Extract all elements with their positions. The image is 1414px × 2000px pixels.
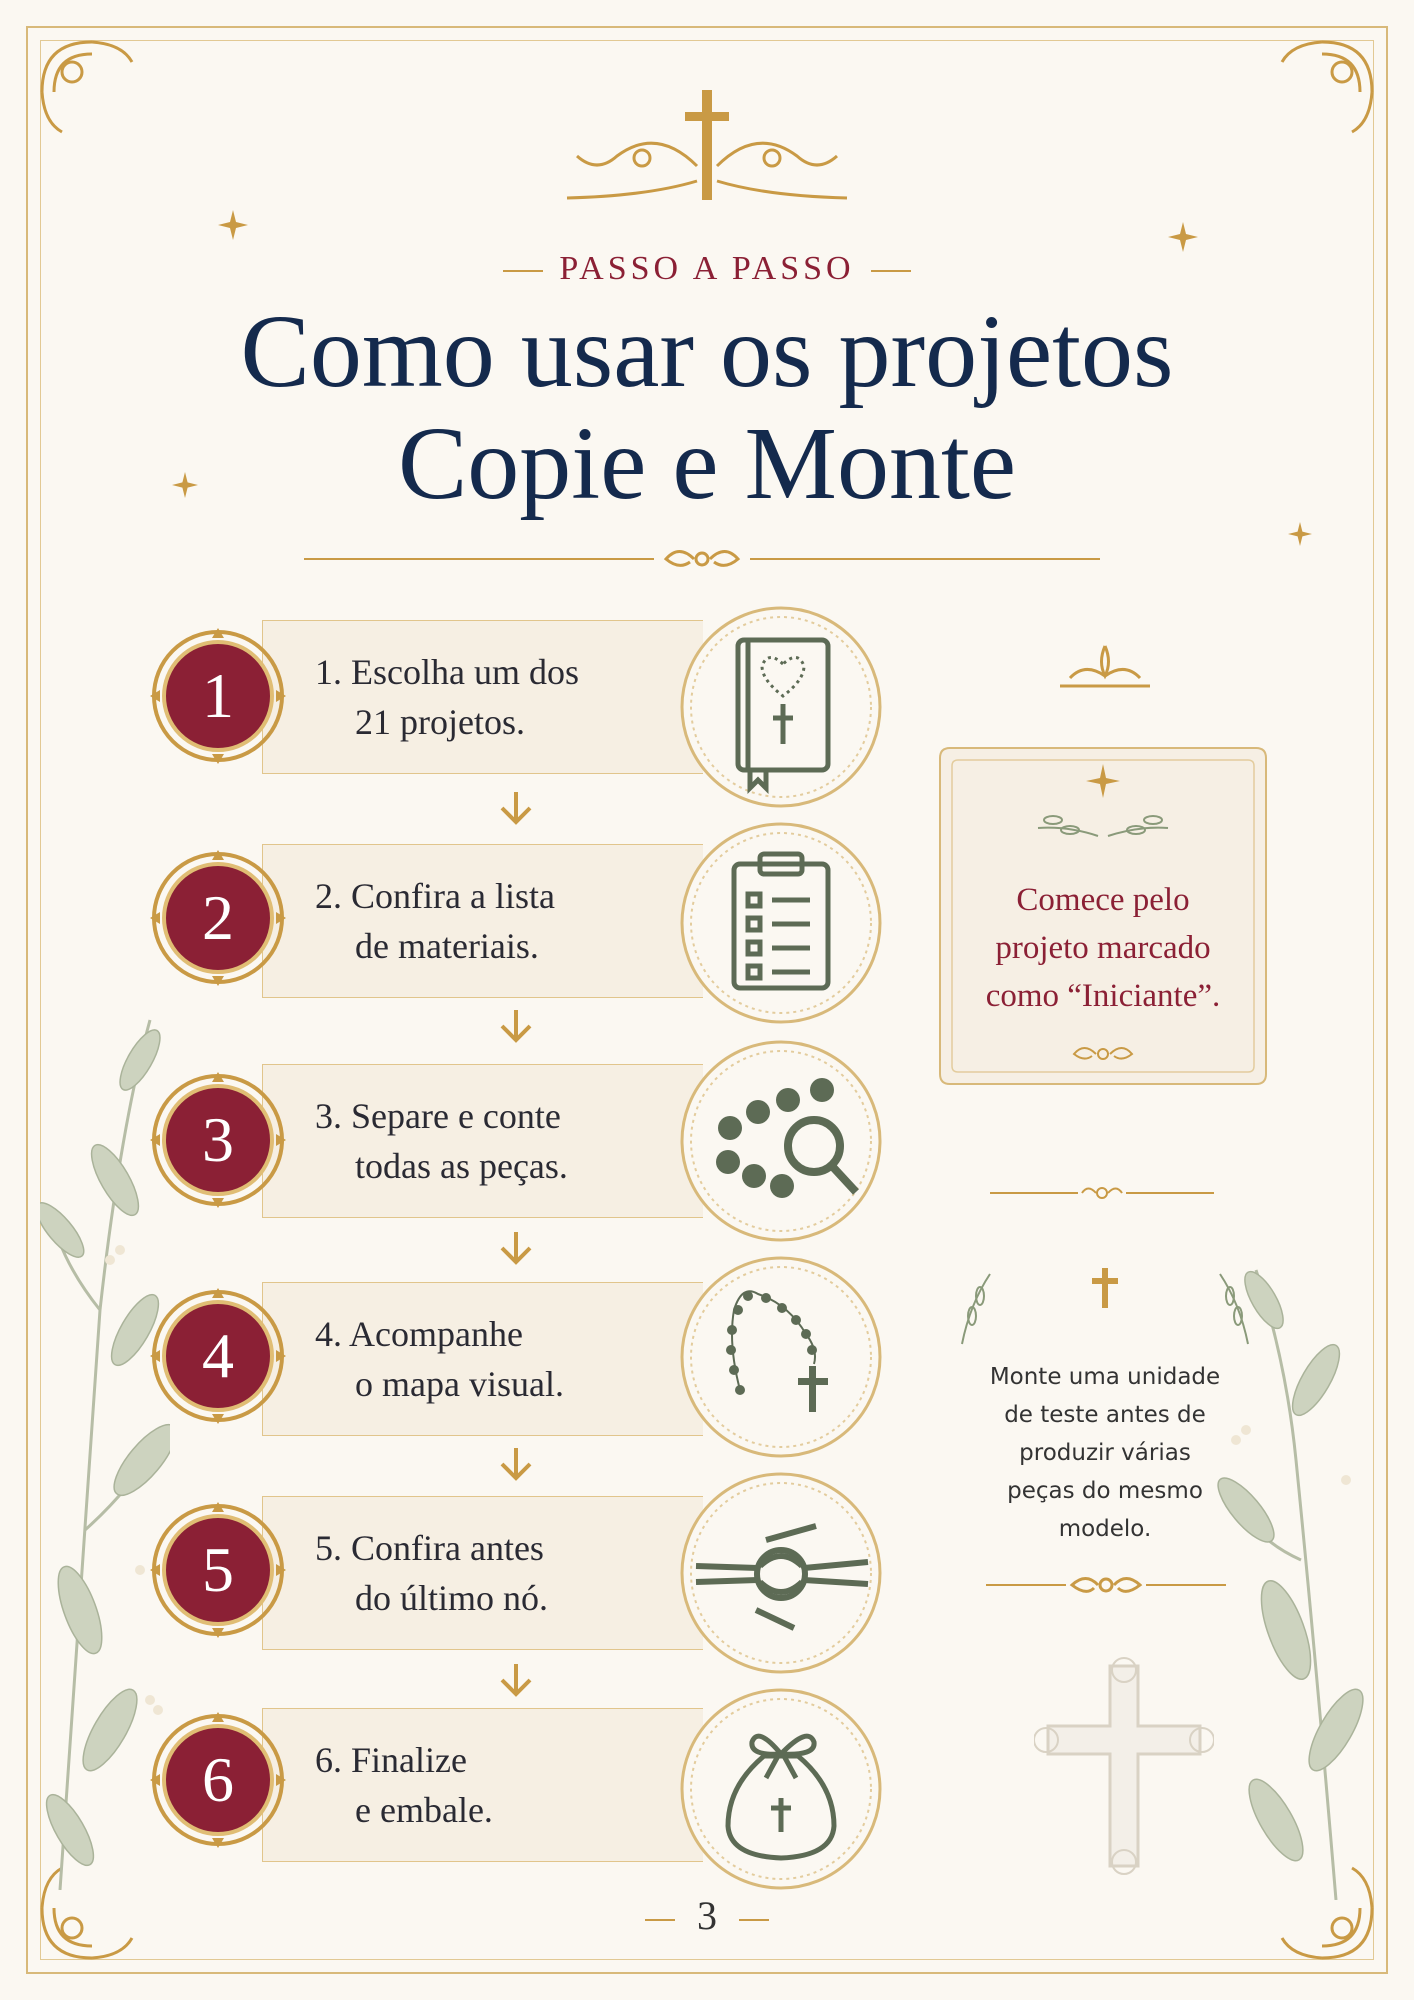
title-divider (304, 544, 1100, 574)
step-2-panel (262, 844, 703, 998)
step-3-text: 3. Separe e conte todas as peças. (315, 1096, 568, 1186)
step-3-panel (262, 1064, 703, 1218)
sparkle-icon (1168, 222, 1198, 252)
step-2-badge: 2 (148, 848, 288, 988)
top-cross-ornament (547, 86, 867, 206)
step-2-text: 2. Confira a lista de materiais. (315, 876, 555, 966)
arrow-down-icon (496, 1228, 536, 1268)
right-foliage-decoration (1216, 1260, 1366, 1900)
step-1-text: 1. Escolha um dos 21 projetos. (315, 652, 579, 742)
step-6-text: 6. Finalize e embale. (315, 1740, 493, 1830)
rosary-icon (678, 1254, 884, 1460)
step-5-text: 5. Confira antes do último nó. (315, 1528, 549, 1618)
arrow-down-icon (496, 788, 536, 828)
eyebrow-label: PASSO A PASSO (0, 250, 1414, 288)
sparkle-icon (1288, 522, 1312, 546)
step-5-panel (262, 1496, 703, 1650)
note-text: Monte uma unidade de teste antes de produzir várias peças do mesmo modelo. (989, 1364, 1221, 1542)
note-ornament (950, 1264, 1260, 1364)
beads-magnifier-icon (678, 1038, 884, 1244)
corner-ornament-top-left (32, 32, 142, 142)
fleur-ornament (1060, 642, 1150, 692)
page-number: 3 (0, 1892, 1414, 1939)
step-1-badge: 1 (148, 626, 288, 766)
step-4-badge: 4 (148, 1286, 288, 1426)
step-3-badge: 3 (148, 1070, 288, 1210)
left-foliage-decoration (40, 1010, 170, 1890)
corner-ornament-top-right (1272, 32, 1382, 142)
knot-icon (678, 1470, 884, 1676)
divider-ornament (990, 1180, 1214, 1206)
prayer-book-icon (678, 604, 884, 810)
page-title (0, 296, 1414, 520)
title-line-1: Como usar os projetos (240, 294, 1174, 409)
gift-bag-icon (678, 1686, 884, 1892)
arrow-down-icon (496, 1006, 536, 1046)
clipboard-checklist-icon (678, 820, 884, 1026)
step-5-badge: 5 (148, 1500, 288, 1640)
step-6-panel (262, 1708, 703, 1862)
sparkle-icon (218, 210, 248, 240)
step-6-badge: 6 (148, 1710, 288, 1850)
divider-ornament (986, 1570, 1226, 1600)
arrow-down-icon (496, 1444, 536, 1484)
step-4-text: 4. Acompanhe o mapa visual. (315, 1314, 564, 1404)
ornamental-cross-icon (1034, 1656, 1214, 1876)
tip-text: Comece pelo projeto marcado como “Iniciante”. (985, 882, 1221, 1014)
title-line-2: Copie e Monte (397, 406, 1017, 521)
step-1-panel (262, 620, 703, 774)
arrow-down-icon (496, 1660, 536, 1700)
step-4-panel (262, 1282, 703, 1436)
